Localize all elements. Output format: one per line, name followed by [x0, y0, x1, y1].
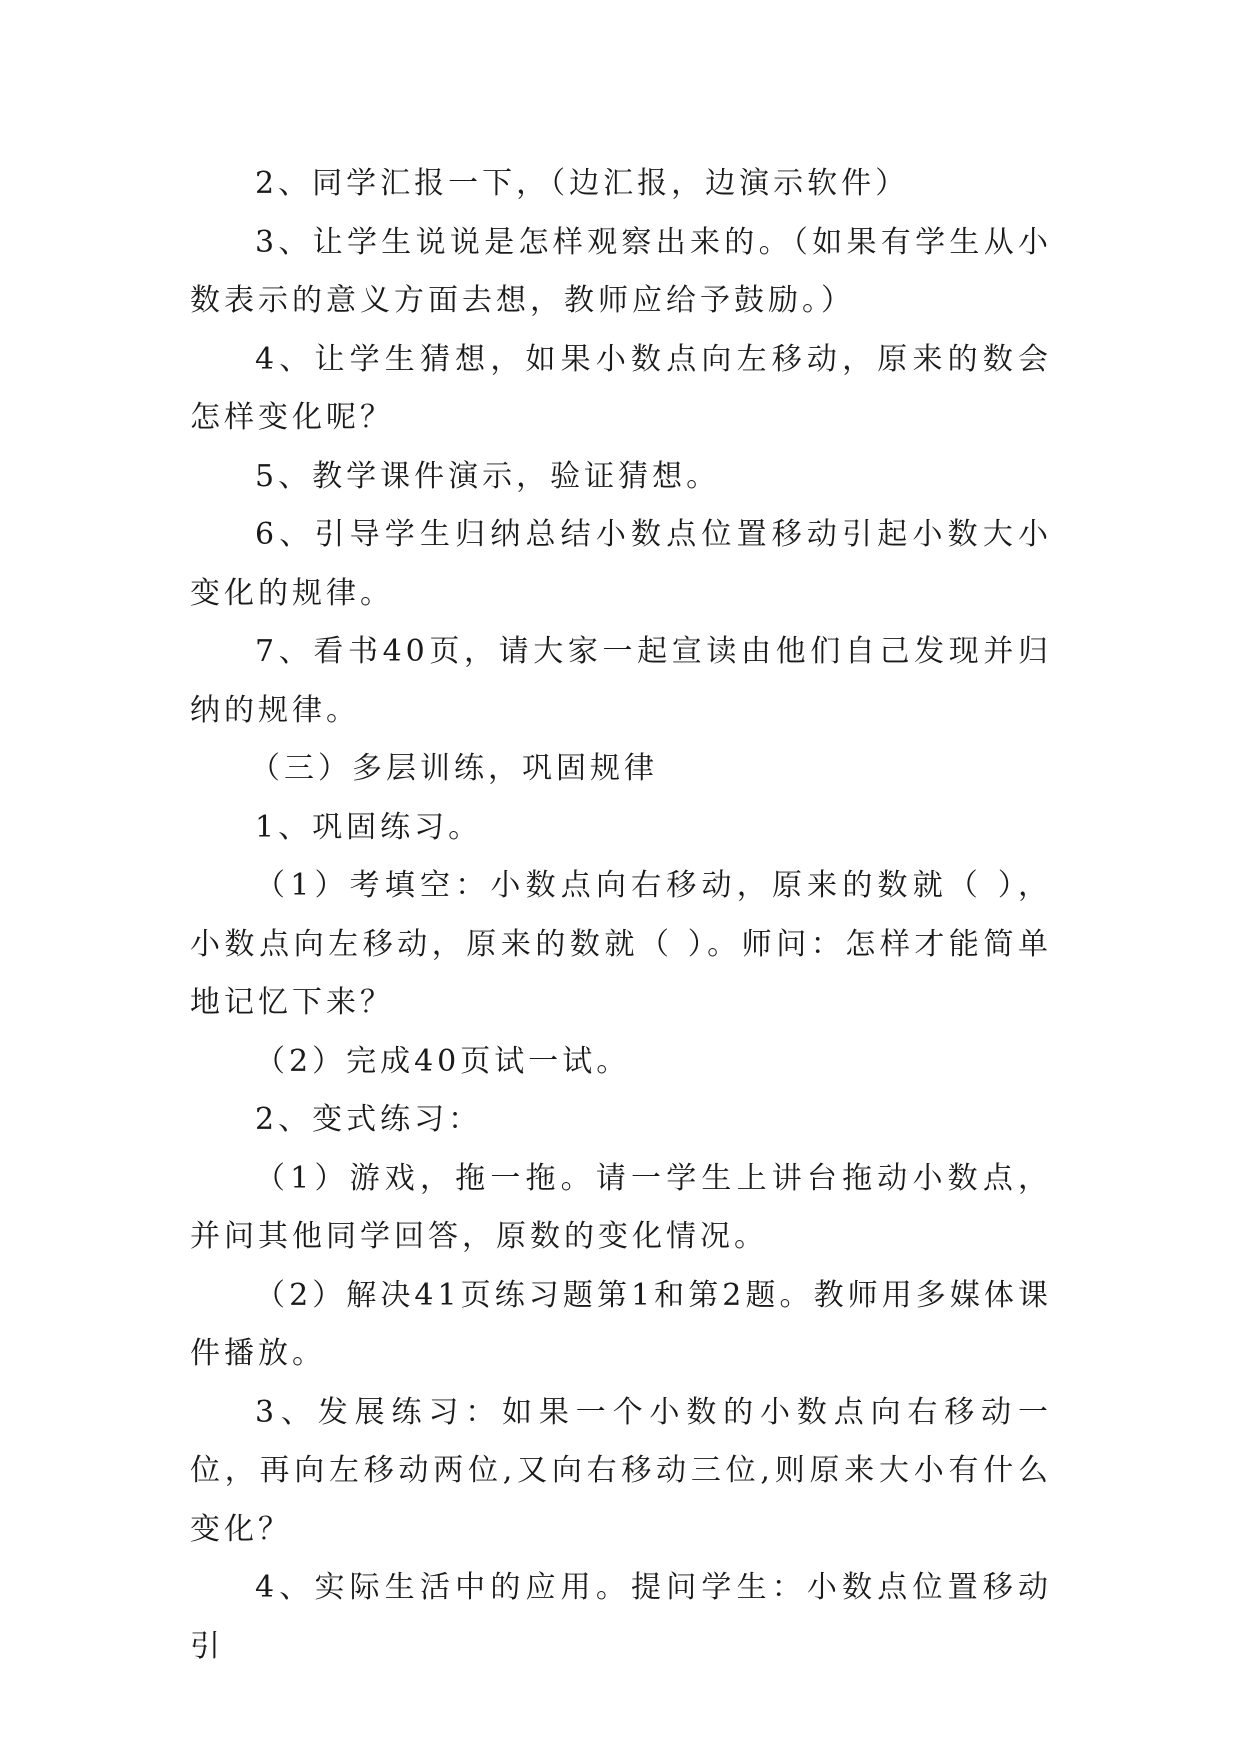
- paragraph-step-4: 4、让学生猜想，如果小数点向左移动，原来的数会怎样变化呢？: [190, 341, 1052, 435]
- paragraph-practice-1-2: （2）完成40页试一试。: [255, 1043, 631, 1079]
- paragraph-practice-1: 1、巩固练习。: [255, 809, 483, 845]
- paragraph-step-3: 3、让学生说说是怎样观察出来的。（如果有学生从小数表示的意义方面去想，教师应给予鼓励。）: [190, 224, 1052, 318]
- paragraph-practice-4: 4、实际生活中的应用。提问学生：小数点位置移动引: [190, 1570, 1052, 1664]
- paragraph-step-2: 2、同学汇报一下，（边汇报，边演示软件）: [255, 166, 910, 201]
- paragraph-practice-1-1: （1）考填空：小数点向右移动，原来的数就（ ），小数点向左移动，原来的数就（ ）。师问：怎样才能简单地记忆下来？: [190, 868, 1052, 1020]
- paragraph-step-6: 6、引导学生归纳总结小数点位置移动引起小数大小变化的规律。: [190, 517, 1052, 611]
- document-body: [190, 155, 1052, 1676]
- paragraph-practice-2: 2、变式练习：: [255, 1102, 483, 1137]
- section-heading: （三）多层训练，巩固规律: [250, 751, 658, 786]
- paragraph-practice-2-2: （2）解决41页练习题第1和第2题。教师用多媒体课件播放。: [190, 1277, 1052, 1371]
- paragraph-step-7: 7、看书40页，请大家一起宣读由他们自己发现并归纳的规律。: [190, 634, 1052, 728]
- paragraph-step-5: 5、教学课件演示，验证猜想。: [255, 458, 721, 494]
- paragraph-practice-3: 3、发展练习：如果一个小数的小数点向右移动一位，再向左移动两位,又向右移动三位,则原来大小有什么变化？: [190, 1394, 1052, 1547]
- paragraph-practice-2-1: （1）游戏，拖一拖。请一学生上讲台拖动小数点，并问其他同学回答，原数的变化情况。: [190, 1160, 1052, 1254]
